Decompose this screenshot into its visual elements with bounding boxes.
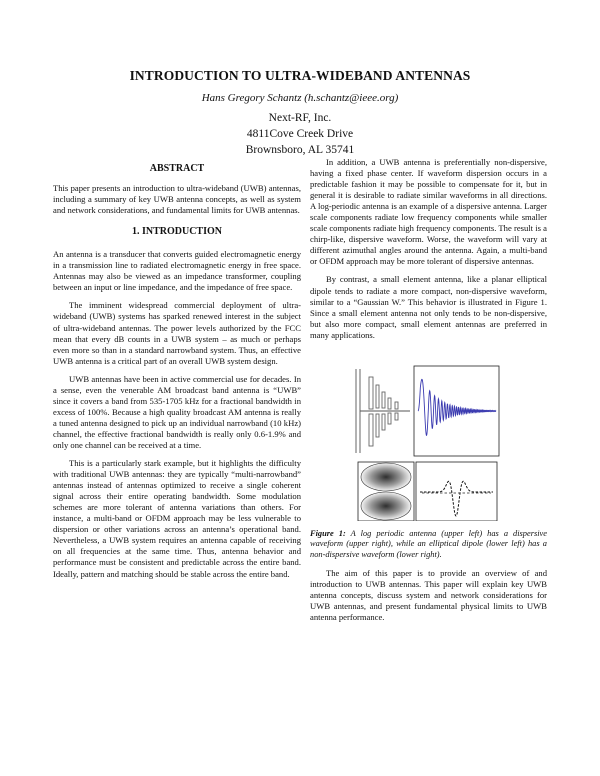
left-column <box>53 163 301 587</box>
affiliation-company: Next-RF, Inc. <box>268 112 332 124</box>
intro-paragraph-4: This is a particularly stark example, but it highlights the difficulty with traditional UWB antennas: they are typically “multi-narrowband” antennas instead of antennas optimized to receive a single coherent signal across their entire operating bandwidth. Some modulation schemes are more tolerant of antenna variations than others. For instance, a multi-band or OFDM approach may be less vulnerable to dispersion or other variations across an antenna’s operational band. Nevertheless, a UWB system requires an antenna capable of receiving on all frequencies at the same time. Thus, antenna behavior and performance must be consistent and predictable across the entire band. Ideally, pattern and matching should be stable across the entire band. <box>53 458 301 579</box>
right-paragraph-2: By contrast, a small element antenna, like a planar elliptical dipole tends to radiate a more compact, non-dispersive waveform, similar to a “Gaussian W.” This behavior is illustrated in Figure 1. Since a small element antenna not only tends to be non-dispersive, but also more compact, small element antennas are preferred in many applications. <box>310 274 547 340</box>
elliptical-dipole-antenna-icon <box>358 462 414 521</box>
affiliation-street: 4811Cove Creek Drive <box>246 128 354 140</box>
intro-paragraph-2: The imminent widespread commercial deployment of ultra-wideband (UWB) systems has sparked renewed interest in the subject of ultra-wideband antennas. The power levels authorized by the FCC mean that every dB counts in a UWB system – as much or perhaps even more so than in a standard narrowband system. Thus, an effective UWB antenna is a critical part of an overall UWB system design. <box>53 300 301 366</box>
affiliation-block <box>0 110 600 158</box>
intro-paragraph-1: An antenna is a transducer that converts guided electromagnetic energy in a transmission line to radiated electromagnetic energy in free space. Antennas may also be viewed as an impedance transformer, coupling between an input or line impedance, and the impedance of free space. <box>53 249 301 293</box>
caption-label: Figure 1: <box>310 528 346 538</box>
figure-1 <box>310 351 547 521</box>
paper-title: INTRODUCTION TO ULTRA-WIDEBAND ANTENNAS <box>129 68 471 83</box>
paper-authors: Hans Gregory Schantz (h.schantz@ieee.org) <box>201 92 399 104</box>
introduction-heading: 1. INTRODUCTION <box>131 226 222 238</box>
caption-text: A log periodic antenna (upper left) has a dispersive waveform (upper right), while an elliptical dipole (lower left) has a non-dispersive waveform (lower right). <box>310 528 547 559</box>
right-column <box>310 157 547 630</box>
log-periodic-antenna-icon <box>356 369 410 453</box>
figure-1-graphic <box>310 351 547 521</box>
right-paragraph-closing: The aim of this paper is to provide an overview of and introduction to UWB antennas. This paper will explain key UWB antenna concepts, discuss system and network considerations for UWB antennas, and present fundamental physical limits to UWB antenna performance. <box>310 567 547 622</box>
abstract-text: This paper presents an introduction to ultra-wideband (UWB) antennas, including a summary of key UWB antenna concepts, as well as system and network considerations, and fundamental limits for UWB antennas. <box>53 183 301 216</box>
intro-paragraph-3: UWB antennas have been in active commercial use for decades. In a sense, even the venerable AM broadcast band antenna is “UWB” since it covers a band from 535-1705 kHz for a fractional bandwidth in excess of 100%. Because a high quality broadcast AM antenna is really a tuned antenna designed to pick up an individual narrowband (10 kHz) channel, the effective fractional bandwidth is really only 0.6-1.9% and only one channel can be received at a time. <box>53 373 301 450</box>
right-paragraph-1: In addition, a UWB antenna is preferentially non-dispersive, having a fixed phase center. If waveform dispersion occurs in a predictable fashion it may be possible to compensate for it, but in general it is desirable to radiate similar waveforms in all directions. A log-periodic antenna is an example of a dispersive antenna. Larger scale components radiate low frequency components while smaller scale components radiate high frequency components. The result is a chirp-like, dispersive waveform. Worse, the waveform will vary at different azimuthal angles around the antenna. Again, a multi-band or OFDM approach may be more tolerant of dispersive antennas. <box>310 157 547 267</box>
affiliation-city: Brownsboro, AL 35741 <box>245 144 355 156</box>
abstract-heading: ABSTRACT <box>149 163 205 174</box>
figure-1-caption <box>310 529 547 561</box>
